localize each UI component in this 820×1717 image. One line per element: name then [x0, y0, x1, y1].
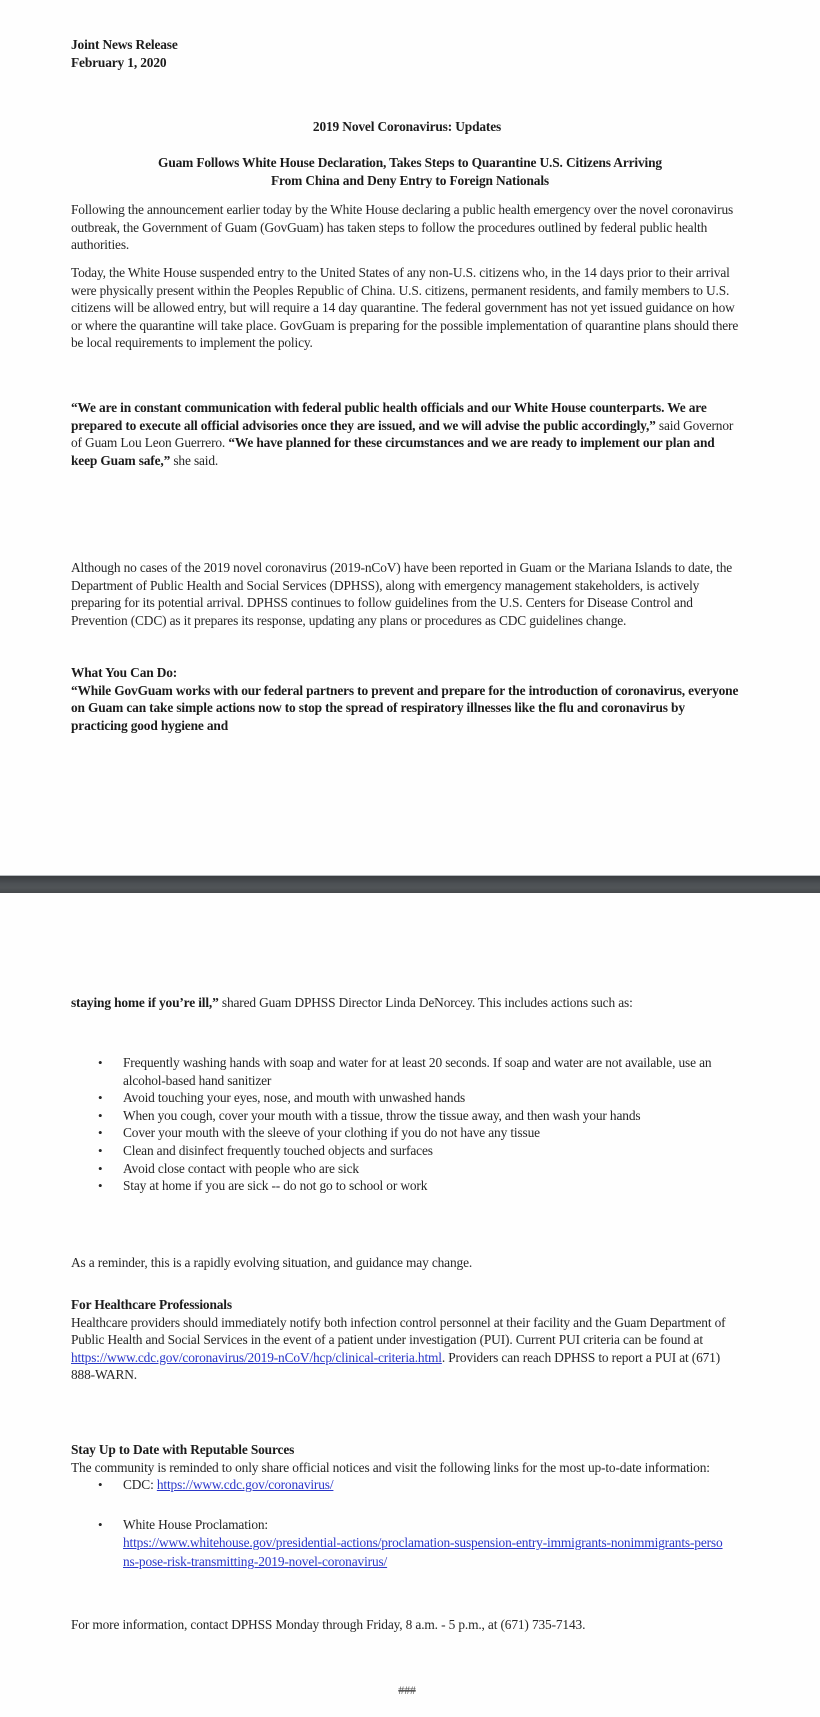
governor-quote-bold-2: “We have planned for these circumstances and we are ready to implement our plan and keep Guam safe,” — [71, 435, 715, 468]
intro-paragraph: Following the announcement earlier today by the White House declaring a public health emergency over the novel coronavirus outbreak, the Government of Guam (GovGuam) has taken steps to follow the procedures outlined by federal public health authorities. — [71, 202, 734, 253]
document-page-2 — [0, 893, 820, 1717]
reminder-paragraph: As a reminder, this is a rapidly evolving situation, and guidance may change. — [71, 1255, 473, 1270]
page-break-separator — [0, 875, 820, 893]
action-item: • Cover your mouth with the sleeve of your clothing if you do not have any tissue — [71, 1124, 743, 1142]
sources-section — [71, 1441, 743, 1571]
white-house-proclamation-link[interactable]: https://www.whitehouse.gov/presidential-actions/proclamation-suspension-entry-immigrants-nonimmigrants-persons-pose-risk-transmitting-2019-novel-coronavirus/ — [123, 1535, 723, 1570]
headline-line-1: Guam Follows White House Declaration, Takes Steps to Quarantine U.S. Citizens Arriving — [158, 155, 662, 170]
action-item: • Avoid close contact with people who are sick — [71, 1160, 743, 1178]
governor-quote-bold-1: “We are in constant communication with federal public health officials and our White House counterparts. We are prepared to execute all official advisories once they are issued, and we will advise the public accordingly,” — [71, 400, 707, 433]
headline-line-2: From China and Deny Entry to Foreign Nationals — [271, 172, 549, 188]
release-header — [71, 36, 743, 71]
sources-heading: Stay Up to Date with Reputable Sources — [71, 1442, 295, 1457]
director-attribution: shared Guam DPHSS Director Linda DeNorcey. This includes actions such as: — [218, 995, 633, 1010]
action-item: • Clean and disinfect frequently touched objects and surfaces — [71, 1142, 743, 1160]
end-mark: ### — [398, 1683, 416, 1697]
end-of-release-marker — [71, 1681, 743, 1700]
action-item: • When you cough, cover your mouth with a tissue, throw the tissue away, and then wash your hands — [71, 1107, 743, 1125]
action-item: • Avoid touching your eyes, nose, and mouth with unwashed hands — [71, 1089, 743, 1107]
release-date: February 1, 2020 — [71, 54, 167, 70]
healthcare-body-text: Healthcare providers should immediately notify both infection control personnel at their facility and the Guam Department of Public Health and Social Services in the event of a patient under investigation (PUI). Current PUI criteria can be found at — [71, 1314, 726, 1348]
actions-list — [71, 1054, 743, 1195]
contact-paragraph: For more information, contact DPHSS Monday through Friday, 8 a.m. - 5 p.m., at (671) 735-7143. — [71, 1617, 586, 1632]
what-you-can-do-heading: What You Can Do: — [71, 665, 178, 680]
action-item: • Stay at home if you are sick -- do not go to school or work — [71, 1177, 743, 1195]
director-quote-bold: staying home if you’re ill,” — [71, 995, 219, 1010]
healthcare-section — [71, 1296, 743, 1384]
healthcare-heading: For Healthcare Professionals — [71, 1297, 232, 1312]
governor-attribution: said Governor of Guam Lou Leon Guerrero. — [71, 417, 734, 451]
director-quote-continuation — [71, 994, 743, 1012]
cdc-coronavirus-link[interactable]: https://www.cdc.gov/coronavirus/ — [156, 1477, 334, 1493]
director-quote-part-1: “While GovGuam works with our federal partners to prevent and prepare for the introduction of coronavirus, everyone on Guam can take simple actions now to stop the spread of respiratory illnesses like the flu and coronavirus by practicing good hygiene and — [71, 682, 739, 733]
governor-attribution-2: she said. — [170, 452, 219, 468]
source-item-cdc — [71, 1476, 743, 1494]
dphss-preparation-paragraph: Although no cases of the 2019 novel coronavirus (2019-nCoV) have been reported in Guam or the Mariana Islands to date, the Department of Public Health and Social Services (DPHSS), along with emergency management stakeholders, is actively preparing for its potential arrival. DPHSS continues to follow guidelines from the U.S. Centers for Disease Control and Prevention (CDC) as it prepares its response, updating any plans or procedures as CDC guidelines change. — [71, 560, 733, 628]
governor-quote-paragraph — [71, 399, 743, 469]
actions-list-container — [71, 1054, 743, 1195]
what-you-can-do-section — [71, 664, 743, 734]
source-item-white-house — [71, 1516, 743, 1572]
action-item: • Frequently washing hands with soap and water for at least 20 seconds. If soap and water are not available, use an alcohol-based hand sanitizer — [71, 1054, 743, 1089]
travel-restriction-paragraph: Today, the White House suspended entry to the United States of any non-U.S. citizens who, in the 14 days prior to their arrival were physically present within the Peoples Republic of China. U.S. citizens, permanent residents, and family members to U.S. citizens will be allowed entry, but will require a 14 day quarantine. The federal government has not yet issued guidance on how or where the quarantine will take place. GovGuam is preparing for the possible implementation of quarantine plans should there be local requirements to implement the policy. — [71, 265, 739, 351]
sources-body: The community is reminded to only share official notices and visit the following links for the most up-to-date information: — [71, 1459, 710, 1475]
pui-criteria-link[interactable]: https://www.cdc.gov/coronavirus/2019-nCoV/hcp/clinical-criteria.html — [71, 1349, 442, 1365]
headline — [66, 154, 754, 189]
healthcare-report-text: . Providers can reach DPHSS to report a PUI at (671) 888-WARN. — [71, 1349, 721, 1383]
sources-list — [71, 1476, 743, 1571]
release-label: Joint News Release — [71, 37, 178, 52]
section-title: 2019 Novel Coronavirus: Updates — [312, 119, 502, 134]
white-house-label: • White House Proclamation: — [123, 1516, 268, 1532]
healthcare-body — [71, 1314, 743, 1384]
cdc-label: CDC: — [123, 1477, 157, 1493]
